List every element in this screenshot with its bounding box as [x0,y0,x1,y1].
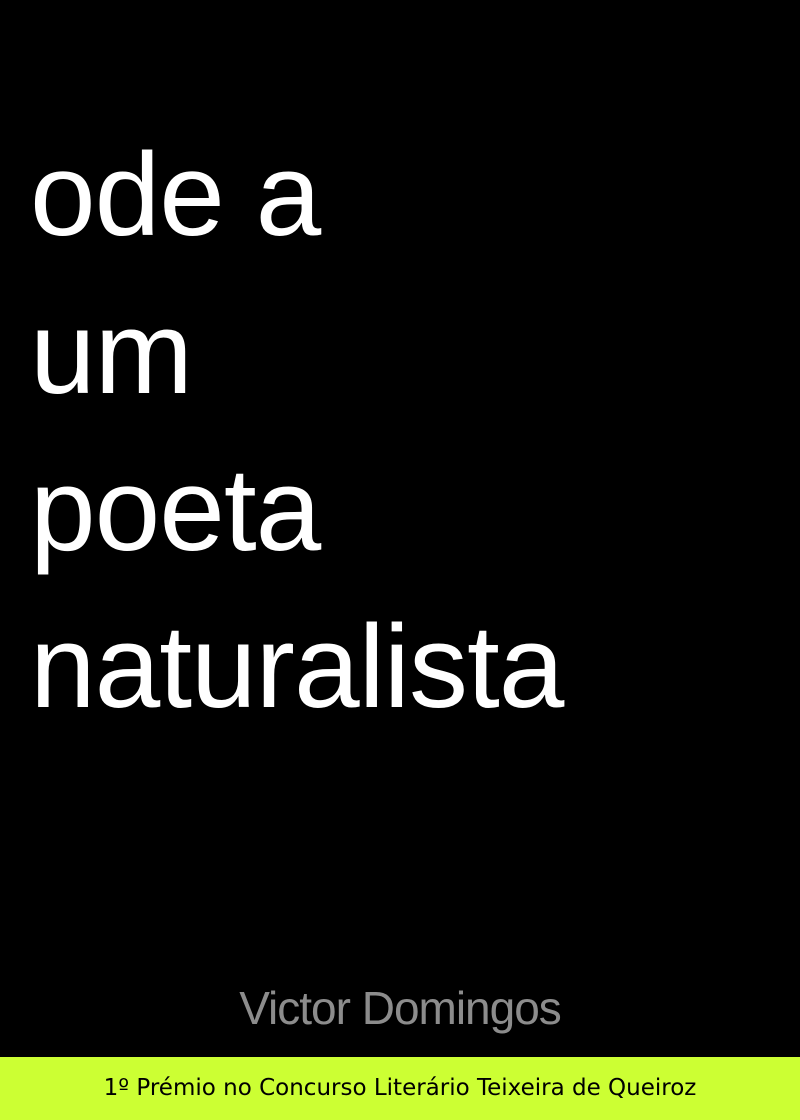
award-text: 1º Prémio no Concurso Literário Teixeira de Queiroz [103,1075,697,1101]
title-line-2: um [30,287,192,419]
award-banner [0,1057,800,1120]
title-line-1: ode a [30,129,321,261]
author-name: Victor Domingos [239,982,561,1034]
title-line-4: naturalista [30,601,564,733]
title-line-3: poeta [30,444,321,576]
